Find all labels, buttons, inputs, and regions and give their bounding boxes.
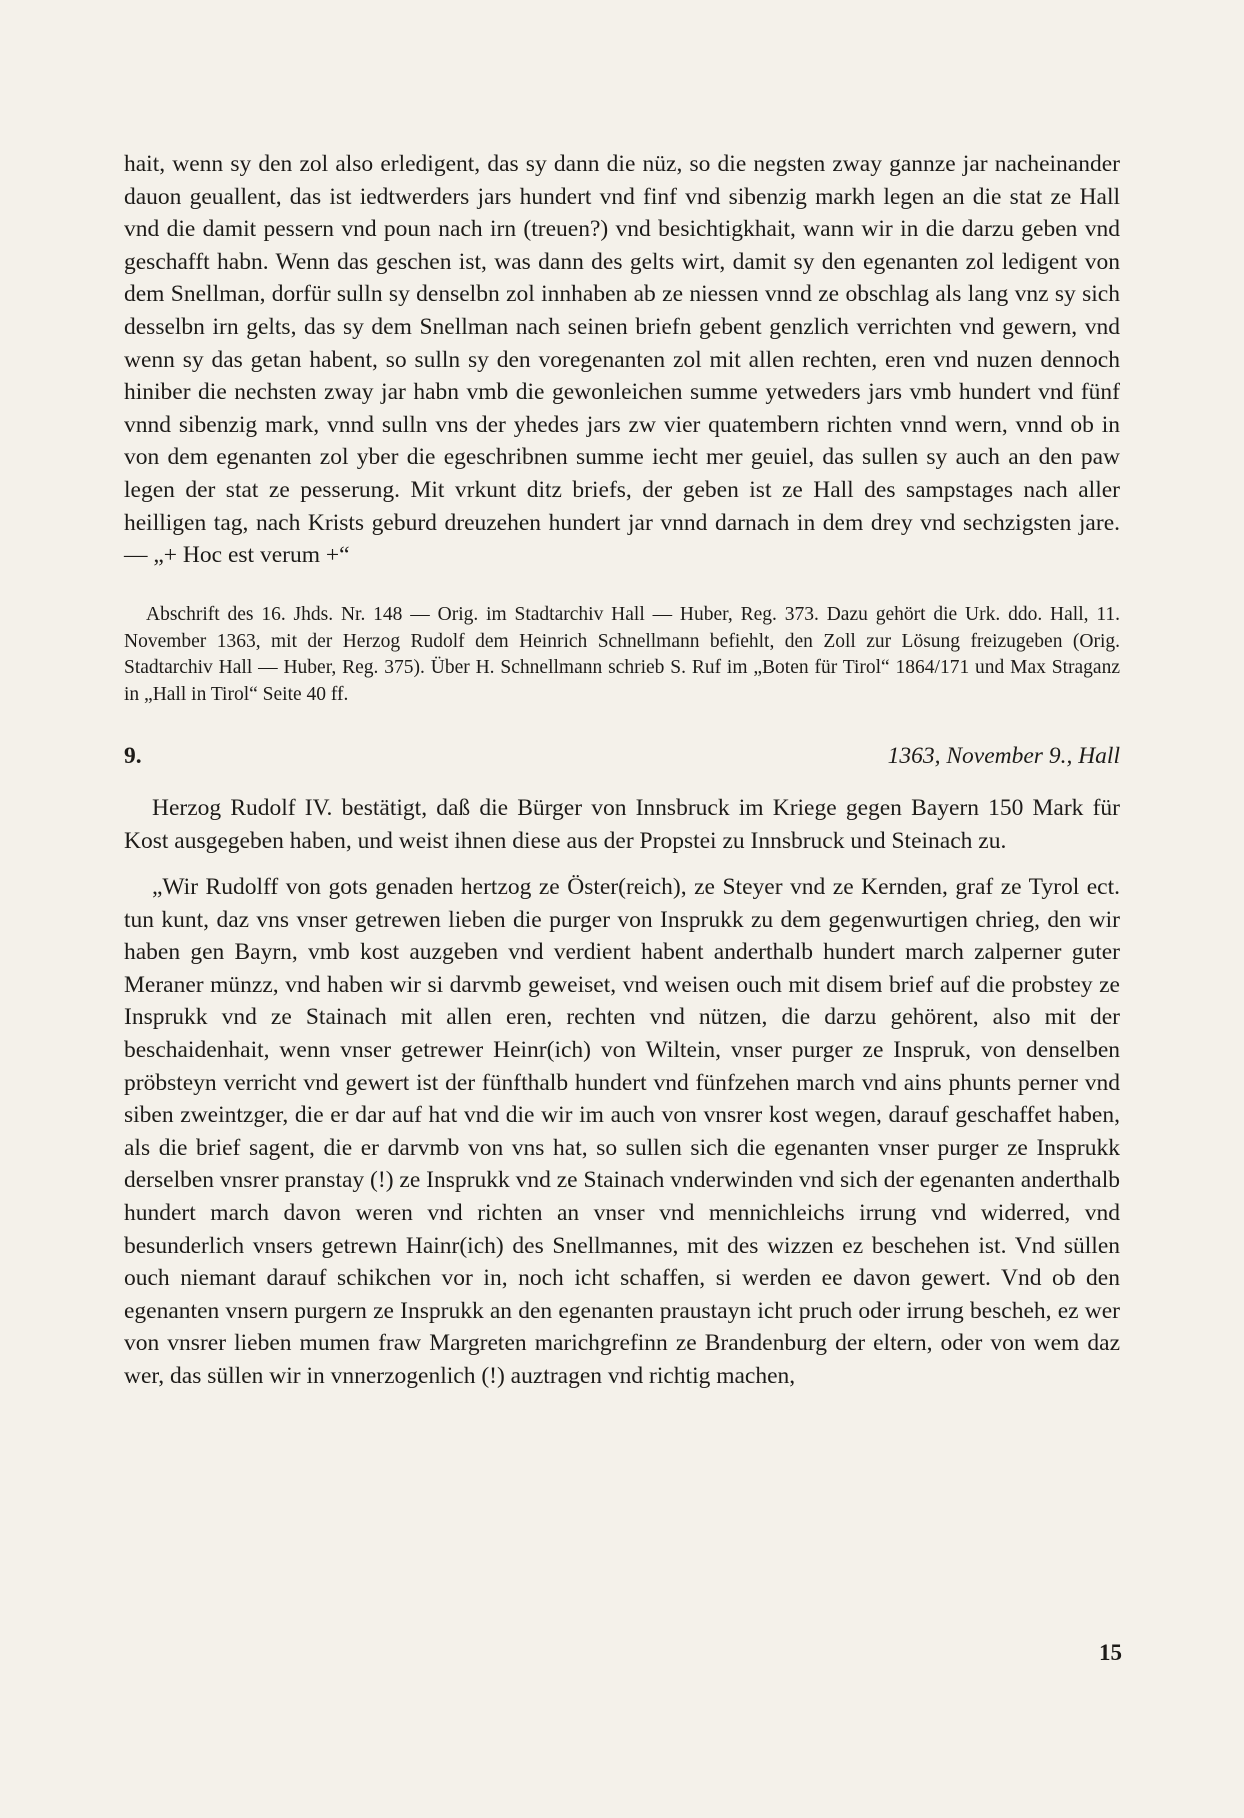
continuation-paragraph: hait, wenn sy den zol also erledigent, das sy dann die nüz, so die negsten zway gannze jar nacheinander dauon geuallent, das ist iedtwerders jars hundert vnd finf vnd sibenzig markh legen an die stat ze Hall vnd die damit pessern vnd poun nach irn (treuen?) vnd besichtigkhait, wann wir in die darzu geben vnd geschafft habn. Wenn das geschen ist, was dann des gelts wirt, damit sy den egenanten zol ledigent von dem Snellman, dorfür sulln sy denselbn zol innhaben ab ze niessen vnnd ze obschlag als lang vnz sy sich desselbn irn gelts, das sy dem Snellman nach seinen briefn gebent genzlich verrichten vnd gewern, vnd wenn sy das getan habent, so sulln sy den voregenanten zol mit allen rechten, eren vnd nuzen dennoch hiniber die nechsten zway jar habn vmb die gewonleichen summe yetweders jars vmb hundert vnd fünf vnnd sibenzig mark, vnnd sulln vns der yhedes jars zw vier quatembern richten vnnd wern, vnnd ob in von dem egenanten zol yber die egeschribnen summe iecht mer geuiel, das sullen sy auch an den paw legen der stat ze pesserung. Mit vrkunt ditz briefs, der geben ist ze Hall des sampstages nach aller heilligen tag, nach Krists geburd dreuzehen hundert jar vnnd darnach in dem drey vnd sechzigsten jare. — „+ Hoc est verum +“ [124, 151, 1120, 569]
page-content [124, 148, 1120, 1393]
source-note: Abschrift des 16. Jhds. Nr. 148 — Orig. im Stadtarchiv Hall — Huber, Reg. 373. Dazu gehört die Urk. ddo. Hall, 11. November 1363, mit der Herzog Rudolf dem Heinrich Schnellmann befiehlt, den Zoll zur Lösung freizugeben (Orig. Stadtarchiv Hall — Huber, Reg. 375). Über H. Schnellmann schrieb S. Ruf im „Boten für Tirol“ 1864/171 und Max Straganz in „Hall in Tirol“ Seite 40 ff. [124, 603, 1120, 706]
page-number: 15 [1099, 1640, 1122, 1665]
document-heading [124, 743, 1120, 770]
document-text: „Wir Rudolff von gots genaden hertzog ze Öster(reich), ze Steyer vnd ze Kernden, graf ze Tyrol ect. tun kunt, daz vns vnser getrewen lieben die purger von Insprukk zu dem gegenwurtigen chrieg, den wir haben gen Bayrn, vmb kost auzgeben vnd verdient habent anderthalb hundert march zalperner guter Meraner münzz, vnd haben wir si darvmb geweiset, vnd weisen ouch mit disem brief auf die probstey ze Insprukk vnd ze Stainach mit allen eren, rechten vnd nützen, die darzu gehörent, also mit der beschaidenhait, wenn vnser getrewer Heinr(ich) von Wiltein, vnser purger ze Inspruk, von denselben pröbsteyn verricht vnd gewert ist der fünfthalb hundert vnd fünfzehen march vnd ains phunts perner vnd siben zweintzger, die er dar auf hat vnd die wir im auch von vnsrer kost wegen, darauf geschaffet haben, als die brief sagent, die er darvmb von vns hat, so sullen sich die egenanten vnser purger ze Insprukk derselben vnsrer pranstay (!) ze Insprukk vnd ze Stainach vnderwinden vnd sich der egenanten anderthalb hundert march davon weren vnd richten an vnser vnd mennichleichs irrung vnd widerred, vnd besunderlich vnsers getrewn Hainr(ich) des Snellmannes, mit des wizzen ez beschehen ist. Vnd süllen ouch niemant darauf schikchen vor in, noch icht schaffen, si werden ee davon gewert. Vnd ob den egenanten vnsern purgern ze Insprukk an den egenanten praustayn icht pruch oder irrung bescheh, ez wer von vnsrer lieben mumen fraw Margreten marichgrefinn ze Brandenburg der eltern, oder von wem daz wer, das süllen wir in vnnerzogenlich (!) auztragen vnd richtig machen, [124, 874, 1120, 1389]
document-date-place: 1363, November 9., Hall [887, 742, 1120, 769]
document-regest: Herzog Rudolf IV. bestätigt, daß die Bürger von Innsbruck im Kriege gegen Bayern 150 Mark für Kost ausgegeben haben, und weist ihnen diese aus der Propstei zu Innsbruck und Steinach zu. [124, 794, 1120, 854]
document-number: 9. [124, 742, 142, 769]
